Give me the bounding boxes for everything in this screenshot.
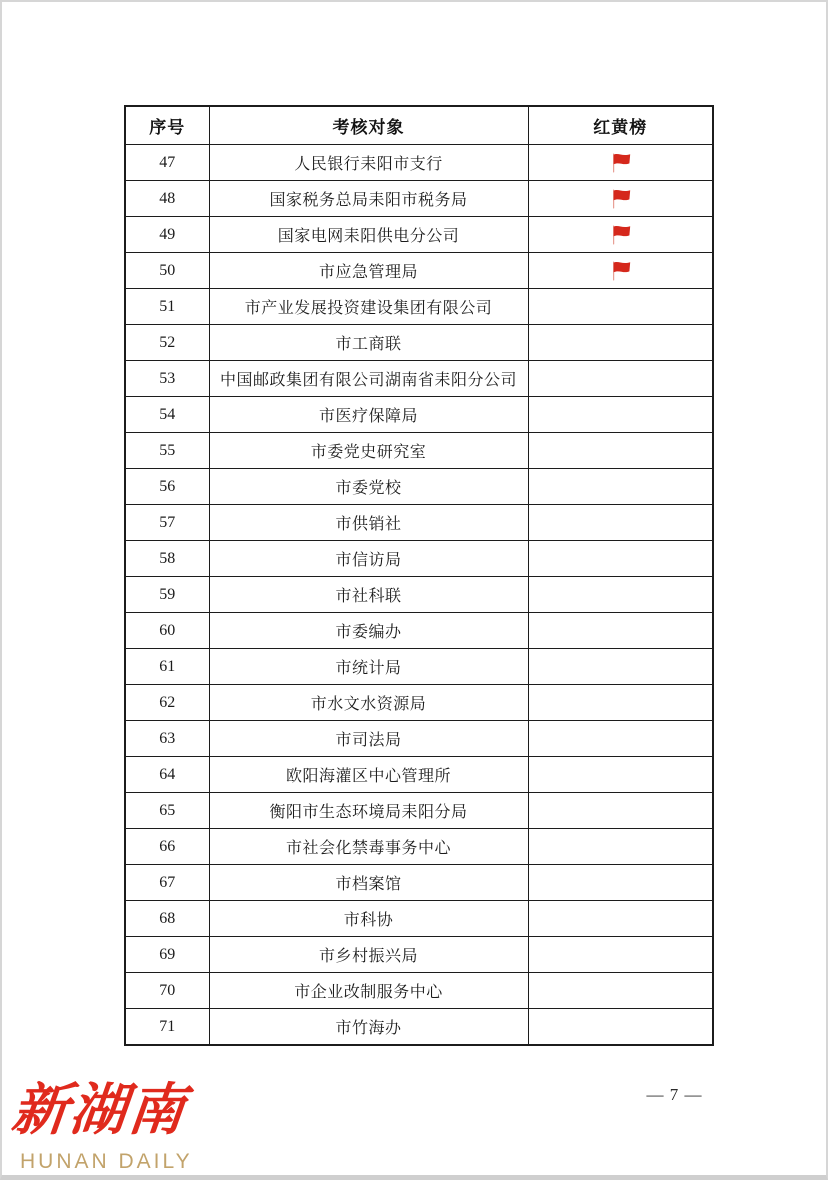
flag-cell bbox=[528, 289, 713, 325]
assessee-name: 市医疗保障局 bbox=[209, 397, 528, 433]
table-row bbox=[125, 433, 713, 469]
logo-english-text: HUNAN DAILY bbox=[20, 1150, 193, 1173]
flag-cell bbox=[528, 541, 713, 577]
row-number: 62 bbox=[125, 685, 209, 721]
flag-cell bbox=[528, 397, 713, 433]
row-number: 64 bbox=[125, 757, 209, 793]
hunan-daily-logo bbox=[8, 1074, 232, 1174]
flag-cell bbox=[528, 865, 713, 901]
header-red-yellow-list: 红黄榜 bbox=[528, 106, 713, 145]
flag-cell bbox=[528, 649, 713, 685]
logo-chinese-text: 新湖南 bbox=[8, 1080, 190, 1142]
row-number: 47 bbox=[125, 145, 209, 181]
flag-cell bbox=[528, 505, 713, 541]
assessee-name: 市司法局 bbox=[209, 721, 528, 757]
row-number: 59 bbox=[125, 577, 209, 613]
row-number: 65 bbox=[125, 793, 209, 829]
table-body bbox=[125, 145, 713, 1046]
flag-cell bbox=[528, 469, 713, 505]
table-header-row bbox=[125, 106, 713, 145]
table-row bbox=[125, 721, 713, 757]
flag-cell bbox=[528, 325, 713, 361]
table-row bbox=[125, 145, 713, 181]
assessee-name: 市工商联 bbox=[209, 325, 528, 361]
flag-cell bbox=[528, 793, 713, 829]
row-number: 55 bbox=[125, 433, 209, 469]
flag-cell bbox=[528, 361, 713, 397]
row-number: 70 bbox=[125, 973, 209, 1009]
table-row bbox=[125, 361, 713, 397]
table-row bbox=[125, 649, 713, 685]
row-number: 50 bbox=[125, 253, 209, 289]
table-row bbox=[125, 973, 713, 1009]
flag-cell bbox=[528, 829, 713, 865]
flag-cell bbox=[528, 721, 713, 757]
table-row bbox=[125, 577, 713, 613]
row-number: 53 bbox=[125, 361, 209, 397]
assessee-name: 市委党史研究室 bbox=[209, 433, 528, 469]
row-number: 48 bbox=[125, 181, 209, 217]
table-row bbox=[125, 757, 713, 793]
table-row bbox=[125, 289, 713, 325]
assessee-name: 欧阳海灌区中心管理所 bbox=[209, 757, 528, 793]
row-number: 68 bbox=[125, 901, 209, 937]
row-number: 71 bbox=[125, 1009, 209, 1046]
assessee-name: 人民银行耒阳市支行 bbox=[209, 145, 528, 181]
assessee-name: 国家税务总局耒阳市税务局 bbox=[209, 181, 528, 217]
table-row bbox=[125, 865, 713, 901]
flag-cell bbox=[528, 937, 713, 973]
flag-cell bbox=[528, 973, 713, 1009]
assessee-name: 市供销社 bbox=[209, 505, 528, 541]
table-row bbox=[125, 937, 713, 973]
table-row bbox=[125, 217, 713, 253]
page-number: — 7 — bbox=[646, 1085, 703, 1104]
assessee-name: 市社会化禁毒事务中心 bbox=[209, 829, 528, 865]
row-number: 51 bbox=[125, 289, 209, 325]
flag-cell bbox=[528, 613, 713, 649]
table-row bbox=[125, 253, 713, 289]
table-row bbox=[125, 397, 713, 433]
table-row bbox=[125, 829, 713, 865]
header-serial-number: 序号 bbox=[125, 106, 209, 145]
row-number: 49 bbox=[125, 217, 209, 253]
red-flag-icon bbox=[610, 259, 631, 282]
red-flag-icon bbox=[610, 223, 631, 246]
table-row bbox=[125, 613, 713, 649]
row-number: 52 bbox=[125, 325, 209, 361]
row-number: 61 bbox=[125, 649, 209, 685]
flag-cell bbox=[528, 253, 713, 289]
assessee-name: 市委编办 bbox=[209, 613, 528, 649]
row-number: 63 bbox=[125, 721, 209, 757]
assessee-name: 市统计局 bbox=[209, 649, 528, 685]
row-number: 56 bbox=[125, 469, 209, 505]
assessee-name: 市信访局 bbox=[209, 541, 528, 577]
row-number: 58 bbox=[125, 541, 209, 577]
table-row bbox=[125, 541, 713, 577]
assessee-name: 衡阳市生态环境局耒阳分局 bbox=[209, 793, 528, 829]
assessee-name: 市水文水资源局 bbox=[209, 685, 528, 721]
table-row bbox=[125, 793, 713, 829]
flag-cell bbox=[528, 433, 713, 469]
table-row bbox=[125, 505, 713, 541]
flag-cell bbox=[528, 217, 713, 253]
assessee-name: 中国邮政集团有限公司湖南省耒阳分公司 bbox=[209, 361, 528, 397]
table-row bbox=[125, 1009, 713, 1046]
row-number: 60 bbox=[125, 613, 209, 649]
assessee-name: 市科协 bbox=[209, 901, 528, 937]
red-flag-icon bbox=[610, 187, 631, 210]
table-row bbox=[125, 181, 713, 217]
flag-cell bbox=[528, 577, 713, 613]
header-assessment-target: 考核对象 bbox=[209, 106, 528, 145]
flag-cell bbox=[528, 181, 713, 217]
assessee-name: 市产业发展投资建设集团有限公司 bbox=[209, 289, 528, 325]
flag-cell bbox=[528, 145, 713, 181]
row-number: 69 bbox=[125, 937, 209, 973]
row-number: 54 bbox=[125, 397, 209, 433]
assessee-name: 市乡村振兴局 bbox=[209, 937, 528, 973]
assessee-name: 市应急管理局 bbox=[209, 253, 528, 289]
flag-cell bbox=[528, 901, 713, 937]
flag-cell bbox=[528, 757, 713, 793]
assessee-name: 市档案馆 bbox=[209, 865, 528, 901]
row-number: 66 bbox=[125, 829, 209, 865]
assessee-name: 市社科联 bbox=[209, 577, 528, 613]
table-row bbox=[125, 685, 713, 721]
assessee-name: 国家电网耒阳供电分公司 bbox=[209, 217, 528, 253]
row-number: 67 bbox=[125, 865, 209, 901]
assessee-name: 市竹海办 bbox=[209, 1009, 528, 1046]
assessment-table bbox=[124, 105, 714, 1046]
row-number: 57 bbox=[125, 505, 209, 541]
table-row bbox=[125, 469, 713, 505]
flag-cell bbox=[528, 685, 713, 721]
assessee-name: 市委党校 bbox=[209, 469, 528, 505]
table-row bbox=[125, 325, 713, 361]
assessee-name: 市企业改制服务中心 bbox=[209, 973, 528, 1009]
flag-cell bbox=[528, 1009, 713, 1046]
table-row bbox=[125, 901, 713, 937]
red-flag-icon bbox=[610, 151, 631, 174]
